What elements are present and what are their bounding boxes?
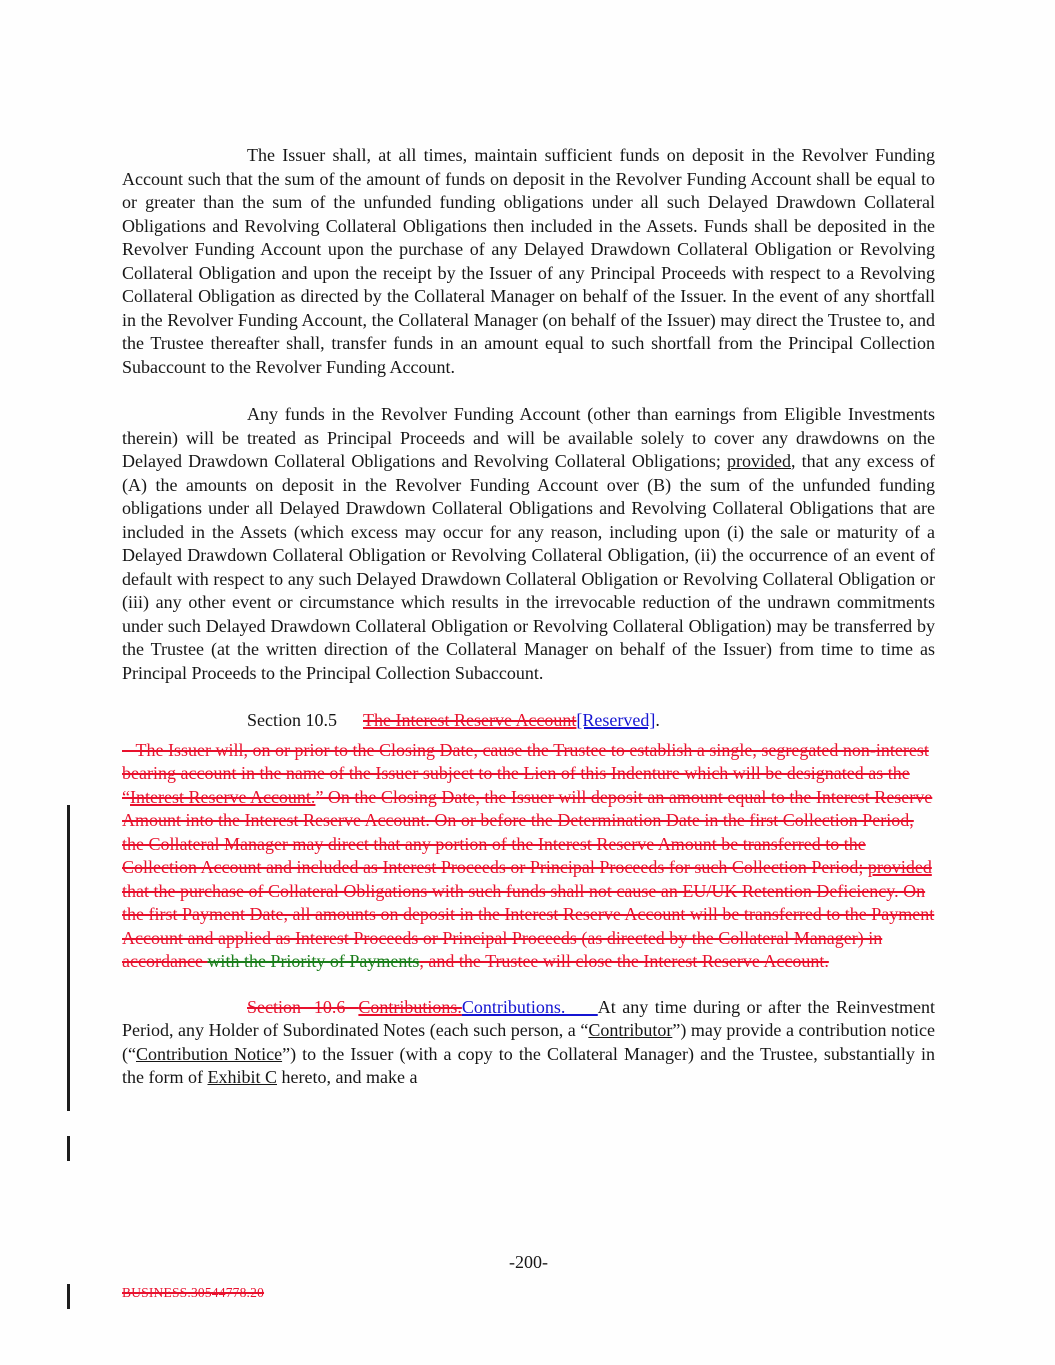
document-id-footer: BUSINESS.30544778.20 [122, 1285, 265, 1300]
deleted-inserted-text-green: with the Priority of Payments [207, 951, 420, 971]
defined-term-contribution-notice: Contribution Notice [135, 1043, 283, 1064]
change-bar-footer [67, 1284, 70, 1309]
paragraph-text: Any funds in the Revolver Funding Account (other than earnings from Eligible Investments therein) will be treated as Principal Proceeds and will be available solely to cover any drawdowns on the Delayed Drawdown Collateral Obligations and Revolving Collateral Obligations; [122, 404, 935, 471]
paragraph-revolver-funding-2 [122, 403, 935, 685]
paragraph-text: hereto, and make a [277, 1067, 418, 1087]
exhibit-c-reference: Exhibit C [207, 1067, 277, 1087]
inserted-section-title: Contributions. [461, 996, 598, 1017]
paragraph-text: ”) to the Issuer (with a copy to the Collateral Manager) and the Trustee, substantially in the form of [122, 1043, 935, 1087]
paragraph-text: At any time during or after the Reinvestment Period, any Holder of Subordinated Notes (each such person, a “ [122, 996, 935, 1040]
deleted-text: ” On the Closing Date, the Issuer will deposit an amount equal to the Interest Reserve Amount into the Interest Reserve Account. On or before the Determination Date in the first Collection Period, the Collateral Manager may direct that any portion of the Interest Reserve Amount be transferred to the Collection Account and included as Interest Proceeds or Principal Proceeds for such Collection Period; [122, 786, 933, 877]
page-body [122, 144, 935, 1114]
deleted-text: The Issuer will, on or prior to the Closing Date, cause the Trustee to establish a single, segregated non-interest bearing account in the name of the Issuer subject to the Lien of this Indenture which will be designated as the “ [122, 739, 929, 807]
heading-period: . [655, 710, 660, 730]
paragraph-text: , that any excess of (A) the amounts on deposit in the Revolver Funding Account over (B) the sum of the unfunded funding obligations under all Delayed Drawdown Collateral Obligations and Revolving Collateral Obligations that are included in the Assets (which excess may occur for any reason, including upon (i) the sale or maturity of a Delayed Drawdown Collateral Obligation or Revolving Collateral Obligation, (ii) the occurrence of an event of default with respect to any such Delayed Drawdown Collateral Obligation or Revolving Collateral Obligation or (iii) any other event or circumstance which results in the irrevocable reduction of the undrawn commitments under such Delayed Drawdown Collateral Obligation or Revolving Collateral Obligation) may be transferred by the Trustee (at the written direction of the Collateral Manager on behalf of the Issuer) from time to time as Principal Proceeds to the Principal Collection Subaccount. [122, 451, 935, 683]
deleted-underlined-term-provided: provided [867, 857, 932, 877]
defined-term-contributor: Contributor [588, 1020, 673, 1040]
paragraph-revolver-funding-1 [122, 144, 935, 379]
change-bar-section-10-5 [67, 805, 70, 1111]
inserted-section-title: [Reserved] [576, 710, 656, 730]
deleted-text: , and the Trustee will close the Interest Reserve Account. [419, 951, 829, 971]
deleted-section-title: Contributions. [358, 996, 462, 1017]
paragraph-text: The Issuer shall, at all times, maintain sufficient funds on deposit in the Revolver Funding Account such that the sum of the amount of funds on deposit in the Revolver Funding Account shall be equal to or greater than the sum of the unfunded funding obligations under all such Delayed Drawdown Collateral Obligations and Revolving Collateral Obligations then included in the Assets. Funds shall be deposited in the Revolver Funding Account upon the purchase of any Delayed Drawdown Collateral Obligation or Revolving Collateral Obligation and upon the receipt by the Issuer of any Principal Proceeds with respect to a Revolving Collateral Obligation as directed by the Collateral Manager on behalf of the Issuer. In the event of any shortfall in the Revolver Funding Account, the Collateral Manager (on behalf of the Issuer) may direct the Trustee to, and the Trustee thereafter shall, transfer funds in an amount equal to such shortfall from the Principal Collection Subaccount to the Revolver Funding Account. [122, 145, 935, 377]
section-10-6-paragraph [122, 996, 935, 1090]
paragraph-text: ”) may provide a contribution notice (“ [122, 1020, 935, 1064]
section-10-5-heading [122, 709, 935, 733]
deleted-section-title: The Interest Reserve Account [363, 710, 577, 730]
deleted-section-heading: Section 10.6 [247, 996, 359, 1017]
underlined-term-provided: provided [727, 451, 791, 471]
change-bar-section-10-6 [67, 1136, 70, 1161]
page-number: -200- [509, 1252, 548, 1272]
deleted-defined-term: Interest Reserve Account. [130, 786, 316, 807]
section-number: Section 10.5 [247, 710, 337, 730]
deleted-interest-reserve-paragraph [122, 739, 935, 974]
deleted-text: that the purchase of Collateral Obligations with such funds shall not cause an EU/UK Retention Deficiency. On the first Payment Date, all amounts on deposit in the Interest Reserve Account will be transferred to the Payment Account and applied as Interest Proceeds or Principal Proceeds (as directed by the Collateral Manager) in accordance [122, 880, 935, 971]
